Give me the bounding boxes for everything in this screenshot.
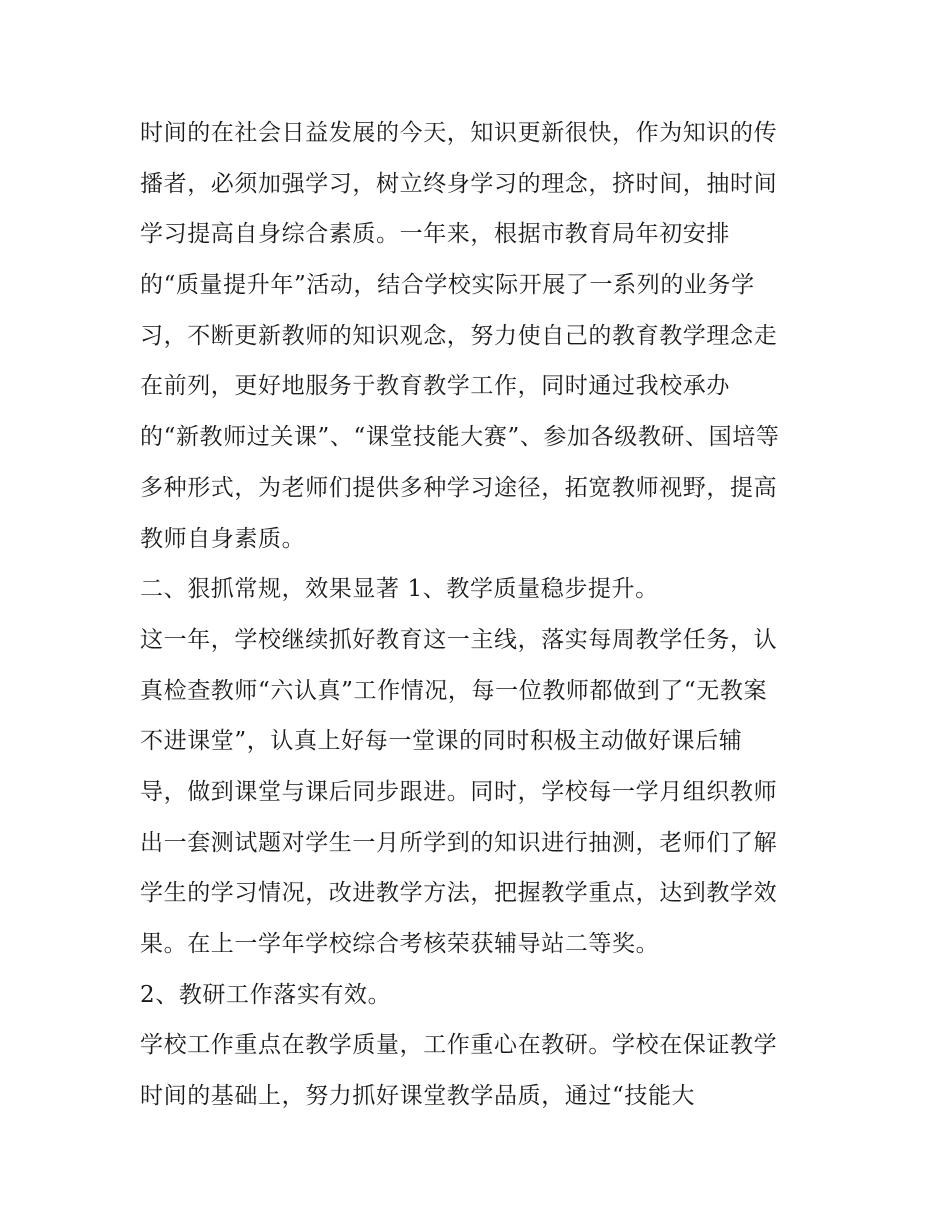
text-line: 学习提高自身综合素质。一年来，根据市教育局年初安排 xyxy=(140,221,730,248)
section-heading: 二、狠抓常规，效果显著 1、教学质量稳步提升。 xyxy=(140,576,659,603)
text-line: 时间的基础上，努力抓好课堂教学品质，通过“技能大 xyxy=(140,1083,696,1110)
subsection-heading: 2、教研工作落实有效。 xyxy=(140,981,392,1008)
text-line: 的“质量提升年”活动，结合学校实际开展了一系列的业务学 xyxy=(140,272,755,299)
text-line: 果。在上一学年学校综合考核荣获辅导站二等奖。 xyxy=(140,931,660,957)
text-line: 多种形式，为老师们提供多种学习途径，拓宽教师视野，提高 xyxy=(140,474,778,501)
text-line: 习，不断更新教师的知识观念，努力使自己的教育教学理念走 xyxy=(140,322,778,349)
document-body xyxy=(140,108,820,1122)
text-line: 学校工作重点在教学质量，工作重心在教研。学校在保证教学 xyxy=(140,1032,778,1059)
text-line: 不进课堂”，认真上好每一堂课的同时积极主动做好课后辅 xyxy=(140,728,743,755)
text-line: 播者，必须加强学习，树立终身学习的理念，挤时间，抽时间 xyxy=(140,170,778,197)
text-line: 出一套测试题对学生一月所学到的知识进行抽测，老师们了解 xyxy=(140,829,778,856)
text-line: 在前列，更好地服务于教育教学工作，同时通过我校承办 xyxy=(140,373,730,400)
text-line: 导，做到课堂与课后同步跟进。同时，学校每一学月组织教师 xyxy=(140,778,778,805)
text-line: 时间的在社会日益发展的今天，知识更新很快，作为知识的传 xyxy=(140,120,778,146)
text-line: 这一年，学校继续抓好教育这一主线，落实每周教学任务，认 xyxy=(140,626,778,653)
text-line: 学生的学习情况，改进教学方法，把握教学重点，达到教学效 xyxy=(140,880,778,907)
text-line: 的“新教师过关课”、“课堂技能大赛”、参加各级教研、国培等 xyxy=(140,424,780,451)
text-line: 教师自身素质。 xyxy=(140,525,306,552)
text-line: 真检查教师“六认真”工作情况，每一位教师都做到了“无教案 xyxy=(140,677,768,704)
